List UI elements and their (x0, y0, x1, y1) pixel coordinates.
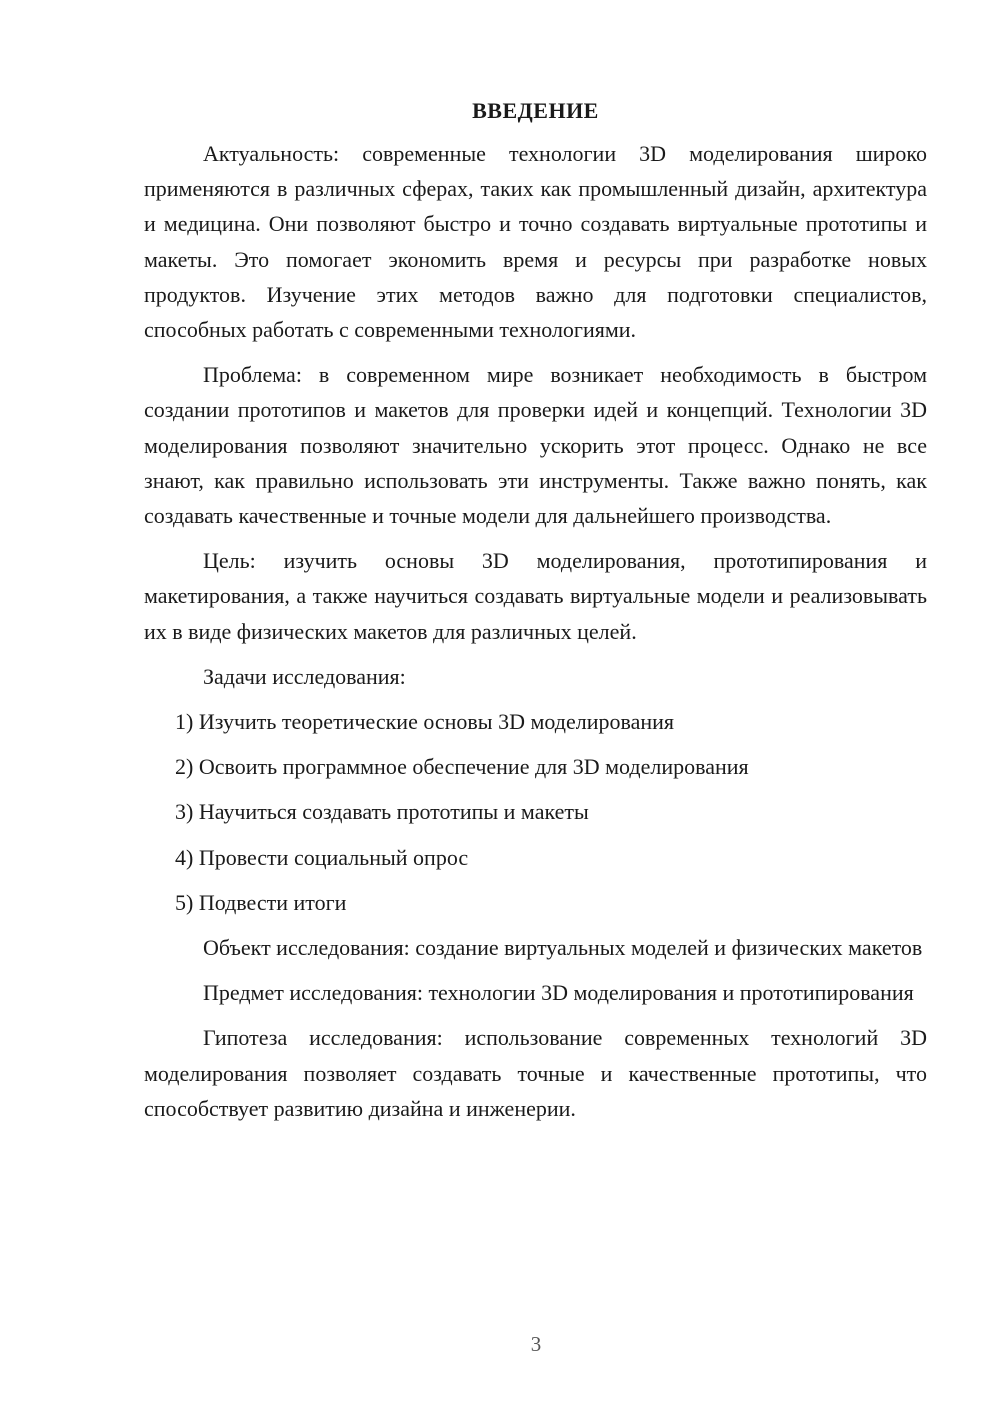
list-item: 3) Научиться создавать прототипы и макеты (175, 799, 589, 825)
page-number: 3 (530, 1332, 542, 1356)
paragraph-object: Объект исследования: создание виртуальных моделей и физических макетов (203, 935, 923, 961)
tasks-list (144, 704, 927, 920)
list-item: 2) Освоить программное обеспечение для 3D моделирования (175, 754, 749, 780)
page-title: ВВЕДЕНИЕ (472, 98, 599, 123)
paragraph-subject: Предмет исследования: технологии 3D моделирования и прототипирования (203, 980, 914, 1006)
list-item: 4) Провести социальный опрос (175, 844, 469, 870)
list-item: 5) Подвести итоги (175, 889, 347, 915)
paragraph-hypothesis: Гипотеза исследования: использование современных технологий 3D моделирования позволяет создавать точные и качественные прототипы, что способствует развитию дизайна и инженерии. (144, 1025, 927, 1121)
list-item: 1) Изучить теоретические основы 3D моделирования (175, 709, 674, 735)
paragraph-relevance: Актуальность: современные технологии 3D моделирования широко применяются в различных сферах, таких как промышленный дизайн, архитектура и медицина. Они позволяют быстро и точно создавать виртуальные прототипы и макеты. Это помогает экономить время и ресурсы при разработке новых продуктов. Изучение этих методов важно для подготовки специалистов, способных работать с современными технологиями. (144, 141, 927, 343)
paragraph-goal: Цель: изучить основы 3D моделирования, прототипирования и макетирования, а также научиться создавать виртуальные модели и реализовывать их в виде физических макетов для различных целей. (144, 548, 927, 644)
page-content (144, 96, 927, 1136)
tasks-title: Задачи исследования: (203, 663, 406, 689)
paragraph-problem: Проблема: в современном мире возникает необходимость в быстром создании прототипов и макетов для проверки идей и концепций. Технологии 3D моделирования позволяют значительно ускорить этот процесс. Однако не все знают, как правильно использовать эти инструменты. Также важно понять, как создавать качественные и точные модели для дальнейшего производства. (144, 362, 927, 529)
